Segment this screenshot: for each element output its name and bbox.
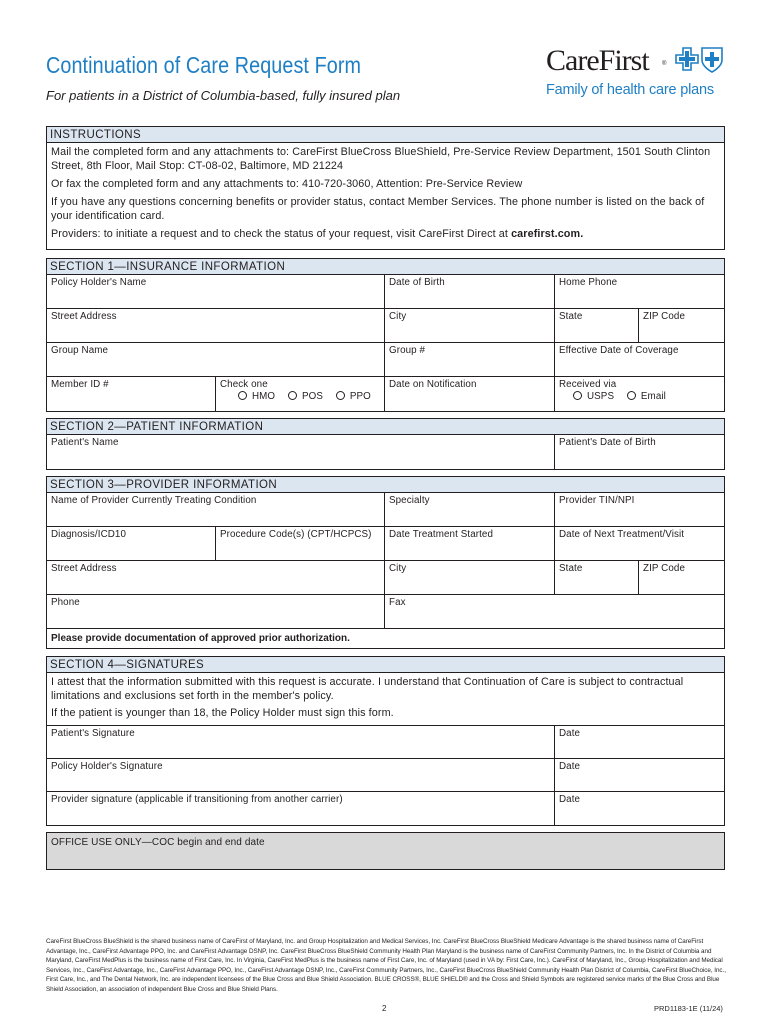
form-title: Continuation of Care Request Form: [46, 52, 362, 78]
provider-tin-npi-field[interactable]: [555, 493, 724, 526]
provider-signature-field[interactable]: [47, 792, 555, 825]
providers-instructions: [51, 227, 720, 241]
state-field[interactable]: [555, 309, 639, 342]
legal-disclaimer: CareFirst BlueCross BlueShield is the shared business name of CareFirst of Maryland, Inc. and Group Hospitalization and Medical Services, Inc. CareFirst BlueCross BlueShield Medicare Advantage is the shared business name of CareFirst Advantage, Inc., CareFirst Advantage PPO, Inc. and CareFirst Advantage DSNP, Inc. CareFirst BlueCross BlueShield Community Health Plan Maryland is the business name of CareFirst Community Partners, Inc. In the District of Columbia and Maryland, CareFirst MedPlus is the business name of First Care, Inc. In Virginia, CareFirst MedPlus is the business name of First Care, Inc. of Maryland (used in VA by: First Care, Inc.). CareFirst of Maryland, Inc., Group Hospitalization and Medical Services, Inc., CareFirst Advantage, Inc., CareFirst Advantage PPO, Inc., CareFirst Advantage DSNP, Inc., CareFirst Community Partners, Inc., CareFirst BlueCross BlueShield Community Health Plan District of Columbia, CareFirst BlueChoice, Inc., First Care, Inc., and The Dental Network, Inc. are independent licensees of the Blue Cross and Blue Shield Association. BLUE CROSS®, BLUE SHIELD® and the Cross and Shield Symbols are registered service marks of the Blue Cross and Blue Shield Association, an association of independent Blue Cross and Blue Shield Plans.: [46, 938, 726, 993]
questions-instructions: If you have any questions concerning benefits or provider status, contact Member Services. The phone number is listed on the back of your identification card.: [51, 196, 705, 222]
field-label: Date of Birth: [389, 277, 445, 288]
procedure-codes-field[interactable]: [216, 527, 385, 560]
provider-name-field[interactable]: [47, 493, 385, 526]
provider-city-field[interactable]: [385, 561, 555, 594]
hmo-radio[interactable]: [238, 391, 247, 400]
prior-authorization-note: Please provide documentation of approved prior authorization.: [47, 629, 724, 648]
field-label: State: [559, 563, 583, 574]
field-label: ZIP Code: [643, 311, 686, 322]
group-name-field[interactable]: [47, 343, 385, 376]
date-of-birth-field[interactable]: [385, 275, 555, 308]
form-code: PRD1183-1E (11/24): [654, 1004, 723, 1013]
instructions-box: [46, 126, 725, 250]
field-label: Received via: [559, 379, 617, 390]
field-label: Policy Holder's Name: [51, 277, 147, 288]
pos-label: POS: [301, 391, 323, 402]
field-label: Name of Provider Currently Treating Condition: [51, 495, 257, 506]
usps-radio[interactable]: [573, 391, 582, 400]
mail-instructions: Mail the completed form and any attachments to: CareFirst BlueCross BlueShield, Pre-Service Review Department, 1501 South Clinton Street, 8th Floor, Mail Stop: CT-08-02, Baltimore, MD 21224: [51, 146, 711, 172]
field-label: Patient's Name: [51, 437, 119, 448]
carefirst-logo: [544, 44, 729, 106]
city-field[interactable]: [385, 309, 555, 342]
usps-label: USPS: [587, 391, 615, 402]
provider-fax-field[interactable]: [385, 595, 724, 628]
field-label: Provider TIN/NPI: [559, 495, 635, 506]
provider-state-field[interactable]: [555, 561, 639, 594]
providers-text: Providers: to initiate a request and to check the status of your request, visit CareFirst Direct at: [51, 228, 512, 240]
fax-instructions: Or fax the completed form and any attachments to: 410-720-3060, Attention: Pre-Service Review: [51, 178, 523, 190]
blue-cross-icon: [675, 47, 699, 71]
attestation-text: I attest that the information submitted with this request is accurate. I understand that Continuation of Care is subject to contractual limitations and exclusions set forth in the member's policy.: [51, 676, 684, 702]
field-label: Date of Next Treatment/Visit: [559, 529, 685, 540]
policy-holder-signature-date-field[interactable]: [555, 759, 724, 791]
field-label: State: [559, 311, 583, 322]
section-4-signatures: [46, 656, 725, 826]
field-label: Group Name: [51, 345, 109, 356]
patient-name-field[interactable]: [47, 435, 555, 469]
field-label: Specialty: [389, 495, 430, 506]
section-2-patient: [46, 418, 725, 470]
field-label: Member ID #: [51, 379, 109, 390]
field-label: Policy Holder's Signature: [51, 761, 163, 772]
ppo-label: PPO: [349, 391, 371, 402]
logo-tagline: Family of health care plans: [546, 82, 714, 98]
street-address-field[interactable]: [47, 309, 385, 342]
policy-holder-signature-field[interactable]: [47, 759, 555, 791]
instructions-heading: INSTRUCTIONS: [47, 127, 724, 143]
field-label: Date on Notification: [389, 379, 477, 390]
member-id-field[interactable]: [47, 377, 216, 411]
logo-wordmark: CareFirst: [546, 44, 649, 77]
section-3-provider: [46, 476, 725, 649]
field-label: Date: [559, 794, 581, 805]
office-use-only-box: OFFICE USE ONLY—COC begin and end date: [46, 832, 725, 870]
plan-type-group: [216, 377, 385, 411]
diagnosis-field[interactable]: [47, 527, 216, 560]
group-number-field[interactable]: [385, 343, 555, 376]
section-1-insurance: [46, 258, 725, 412]
field-label: Date: [559, 728, 581, 739]
received-via-group: [555, 377, 724, 411]
field-label: Group #: [389, 345, 426, 356]
field-label: ZIP Code: [643, 563, 686, 574]
hmo-label: HMO: [252, 391, 276, 402]
field-label: Date: [559, 761, 581, 772]
field-label: Fax: [389, 597, 406, 608]
zip-field[interactable]: [639, 309, 724, 342]
field-label: Effective Date of Coverage: [559, 345, 679, 356]
field-label: Procedure Code(s) (CPT/HCPCS): [220, 529, 372, 540]
home-phone-field[interactable]: [555, 275, 724, 308]
logo-trademark: ®: [662, 61, 667, 67]
policy-holder-name-field[interactable]: [47, 275, 385, 308]
effective-date-field[interactable]: [555, 343, 724, 376]
patient-dob-field[interactable]: [555, 435, 724, 469]
field-label: Patient's Signature: [51, 728, 135, 739]
field-label: Phone: [51, 597, 80, 608]
field-label: Provider signature (applicable if transitioning from another carrier): [51, 794, 343, 805]
email-label: Email: [640, 391, 666, 402]
date-on-notification-field[interactable]: [385, 377, 555, 411]
patient-signature-date-field[interactable]: [555, 726, 724, 758]
provider-phone-field[interactable]: [47, 595, 385, 628]
date-treatment-started-field[interactable]: [385, 527, 555, 560]
field-label: Home Phone: [559, 277, 618, 288]
form-subtitle: For patients in a District of Columbia-based, fully insured plan: [46, 88, 401, 103]
field-label: Diagnosis/ICD10: [51, 529, 127, 540]
provider-signature-date-field[interactable]: [555, 792, 724, 825]
ppo-radio[interactable]: [336, 391, 345, 400]
section-4-heading: SECTION 4—SIGNATURES: [47, 657, 724, 673]
section-2-heading: SECTION 2—PATIENT INFORMATION: [47, 419, 724, 435]
field-label: Date Treatment Started: [389, 529, 494, 540]
field-label: City: [389, 311, 407, 322]
field-label: City: [389, 563, 407, 574]
under-18-text: If the patient is younger than 18, the Policy Holder must sign this form.: [51, 707, 394, 719]
blue-shield-icon: [700, 46, 724, 74]
pos-radio[interactable]: [288, 391, 297, 400]
field-label: Street Address: [51, 563, 117, 574]
field-label: Check one: [220, 379, 268, 390]
provider-zip-field[interactable]: [639, 561, 724, 594]
patient-signature-field[interactable]: [47, 726, 555, 758]
carefirst-link[interactable]: carefirst.com.: [511, 228, 584, 240]
section-1-heading: SECTION 1—INSURANCE INFORMATION: [47, 259, 724, 275]
email-radio[interactable]: [627, 391, 636, 400]
page-number: 2: [382, 1004, 387, 1013]
field-label: Street Address: [51, 311, 117, 322]
field-label: Patient's Date of Birth: [559, 437, 656, 448]
specialty-field[interactable]: [385, 493, 555, 526]
section-3-heading: SECTION 3—PROVIDER INFORMATION: [47, 477, 724, 493]
provider-street-address-field[interactable]: [47, 561, 385, 594]
date-next-treatment-field[interactable]: [555, 527, 724, 560]
